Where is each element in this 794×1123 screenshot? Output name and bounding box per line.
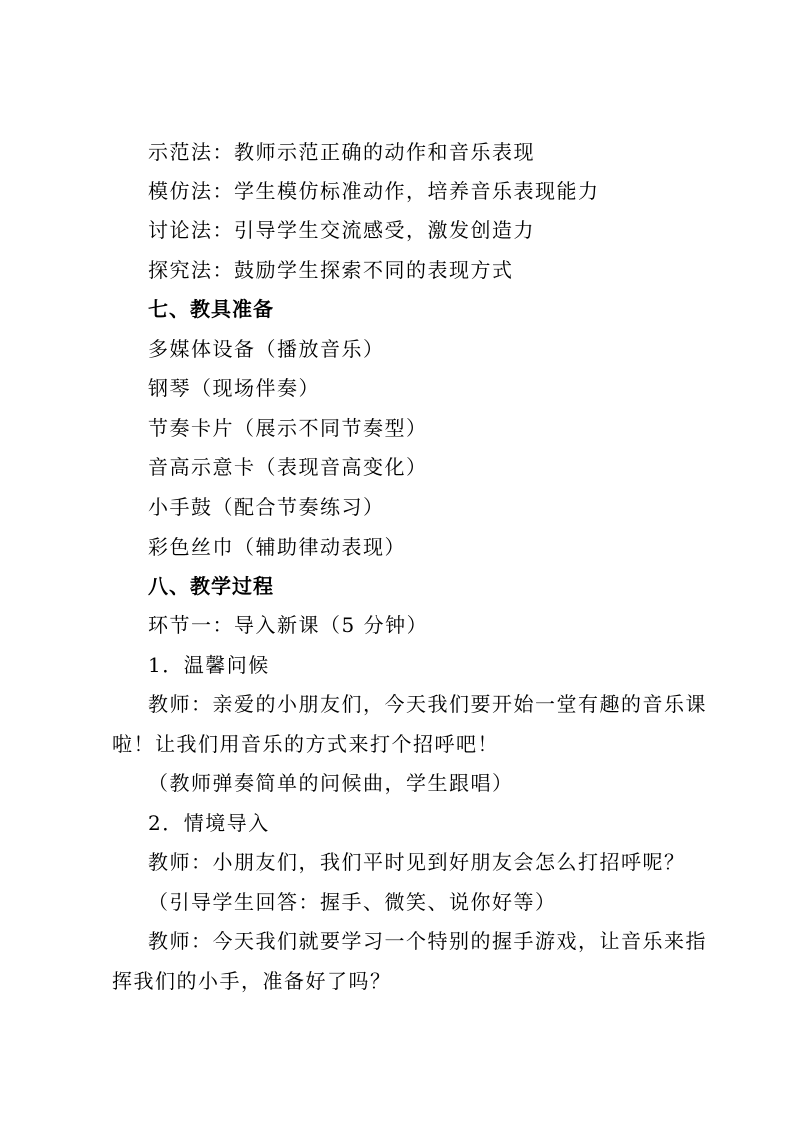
- teacher-line-3a: 教师：今天我们就要学习一个特别的握手游戏，让音乐来指: [148, 929, 707, 953]
- substep-scenario: 2．情境导入: [148, 811, 270, 835]
- substep-greeting: 1．温馨问候: [148, 653, 270, 677]
- section-heading-teaching-aids: 七、教具准备: [148, 297, 274, 321]
- method-discussion: 讨论法：引导学生交流感受，激发创造力: [148, 218, 535, 242]
- teacher-line-2: 教师：小朋友们，我们平时见到好朋友会怎么打招呼呢？: [148, 850, 686, 874]
- teaching-aid-item: 音高示意卡（表现音高变化）: [148, 455, 428, 479]
- teaching-aid-item: 小手鼓（配合节奏练习）: [148, 495, 385, 519]
- teaching-aid-item: 彩色丝巾（辅助律动表现）: [148, 535, 406, 559]
- teacher-line-1b: 啦！让我们用音乐的方式来打个招呼吧！: [112, 732, 499, 756]
- teaching-aid-item: 钢琴（现场伴奏）: [148, 376, 320, 400]
- step-one-title: 环节一：导入新课（5 分钟）: [148, 613, 429, 637]
- note-student-answers: （引导学生回答：握手、微笑、说你好等）: [148, 890, 557, 914]
- teaching-aid-item: 多媒体设备（播放音乐）: [148, 337, 385, 361]
- method-imitation: 模仿法：学生模仿标准动作，培养音乐表现能力: [148, 179, 600, 203]
- method-inquiry: 探究法：鼓励学生探索不同的表现方式: [148, 258, 514, 282]
- section-heading-teaching-process: 八、教学过程: [148, 574, 274, 598]
- teacher-line-1a: 教师：亲爱的小朋友们，今天我们要开始一堂有趣的音乐课: [148, 692, 707, 716]
- note-greeting-song: （教师弹奏简单的问候曲，学生跟唱）: [148, 771, 514, 795]
- teacher-line-3b: 挥我们的小手，准备好了吗？: [112, 969, 392, 993]
- teaching-aid-item: 节奏卡片（展示不同节奏型）: [148, 416, 428, 440]
- method-demonstration: 示范法：教师示范正确的动作和音乐表现: [148, 140, 535, 164]
